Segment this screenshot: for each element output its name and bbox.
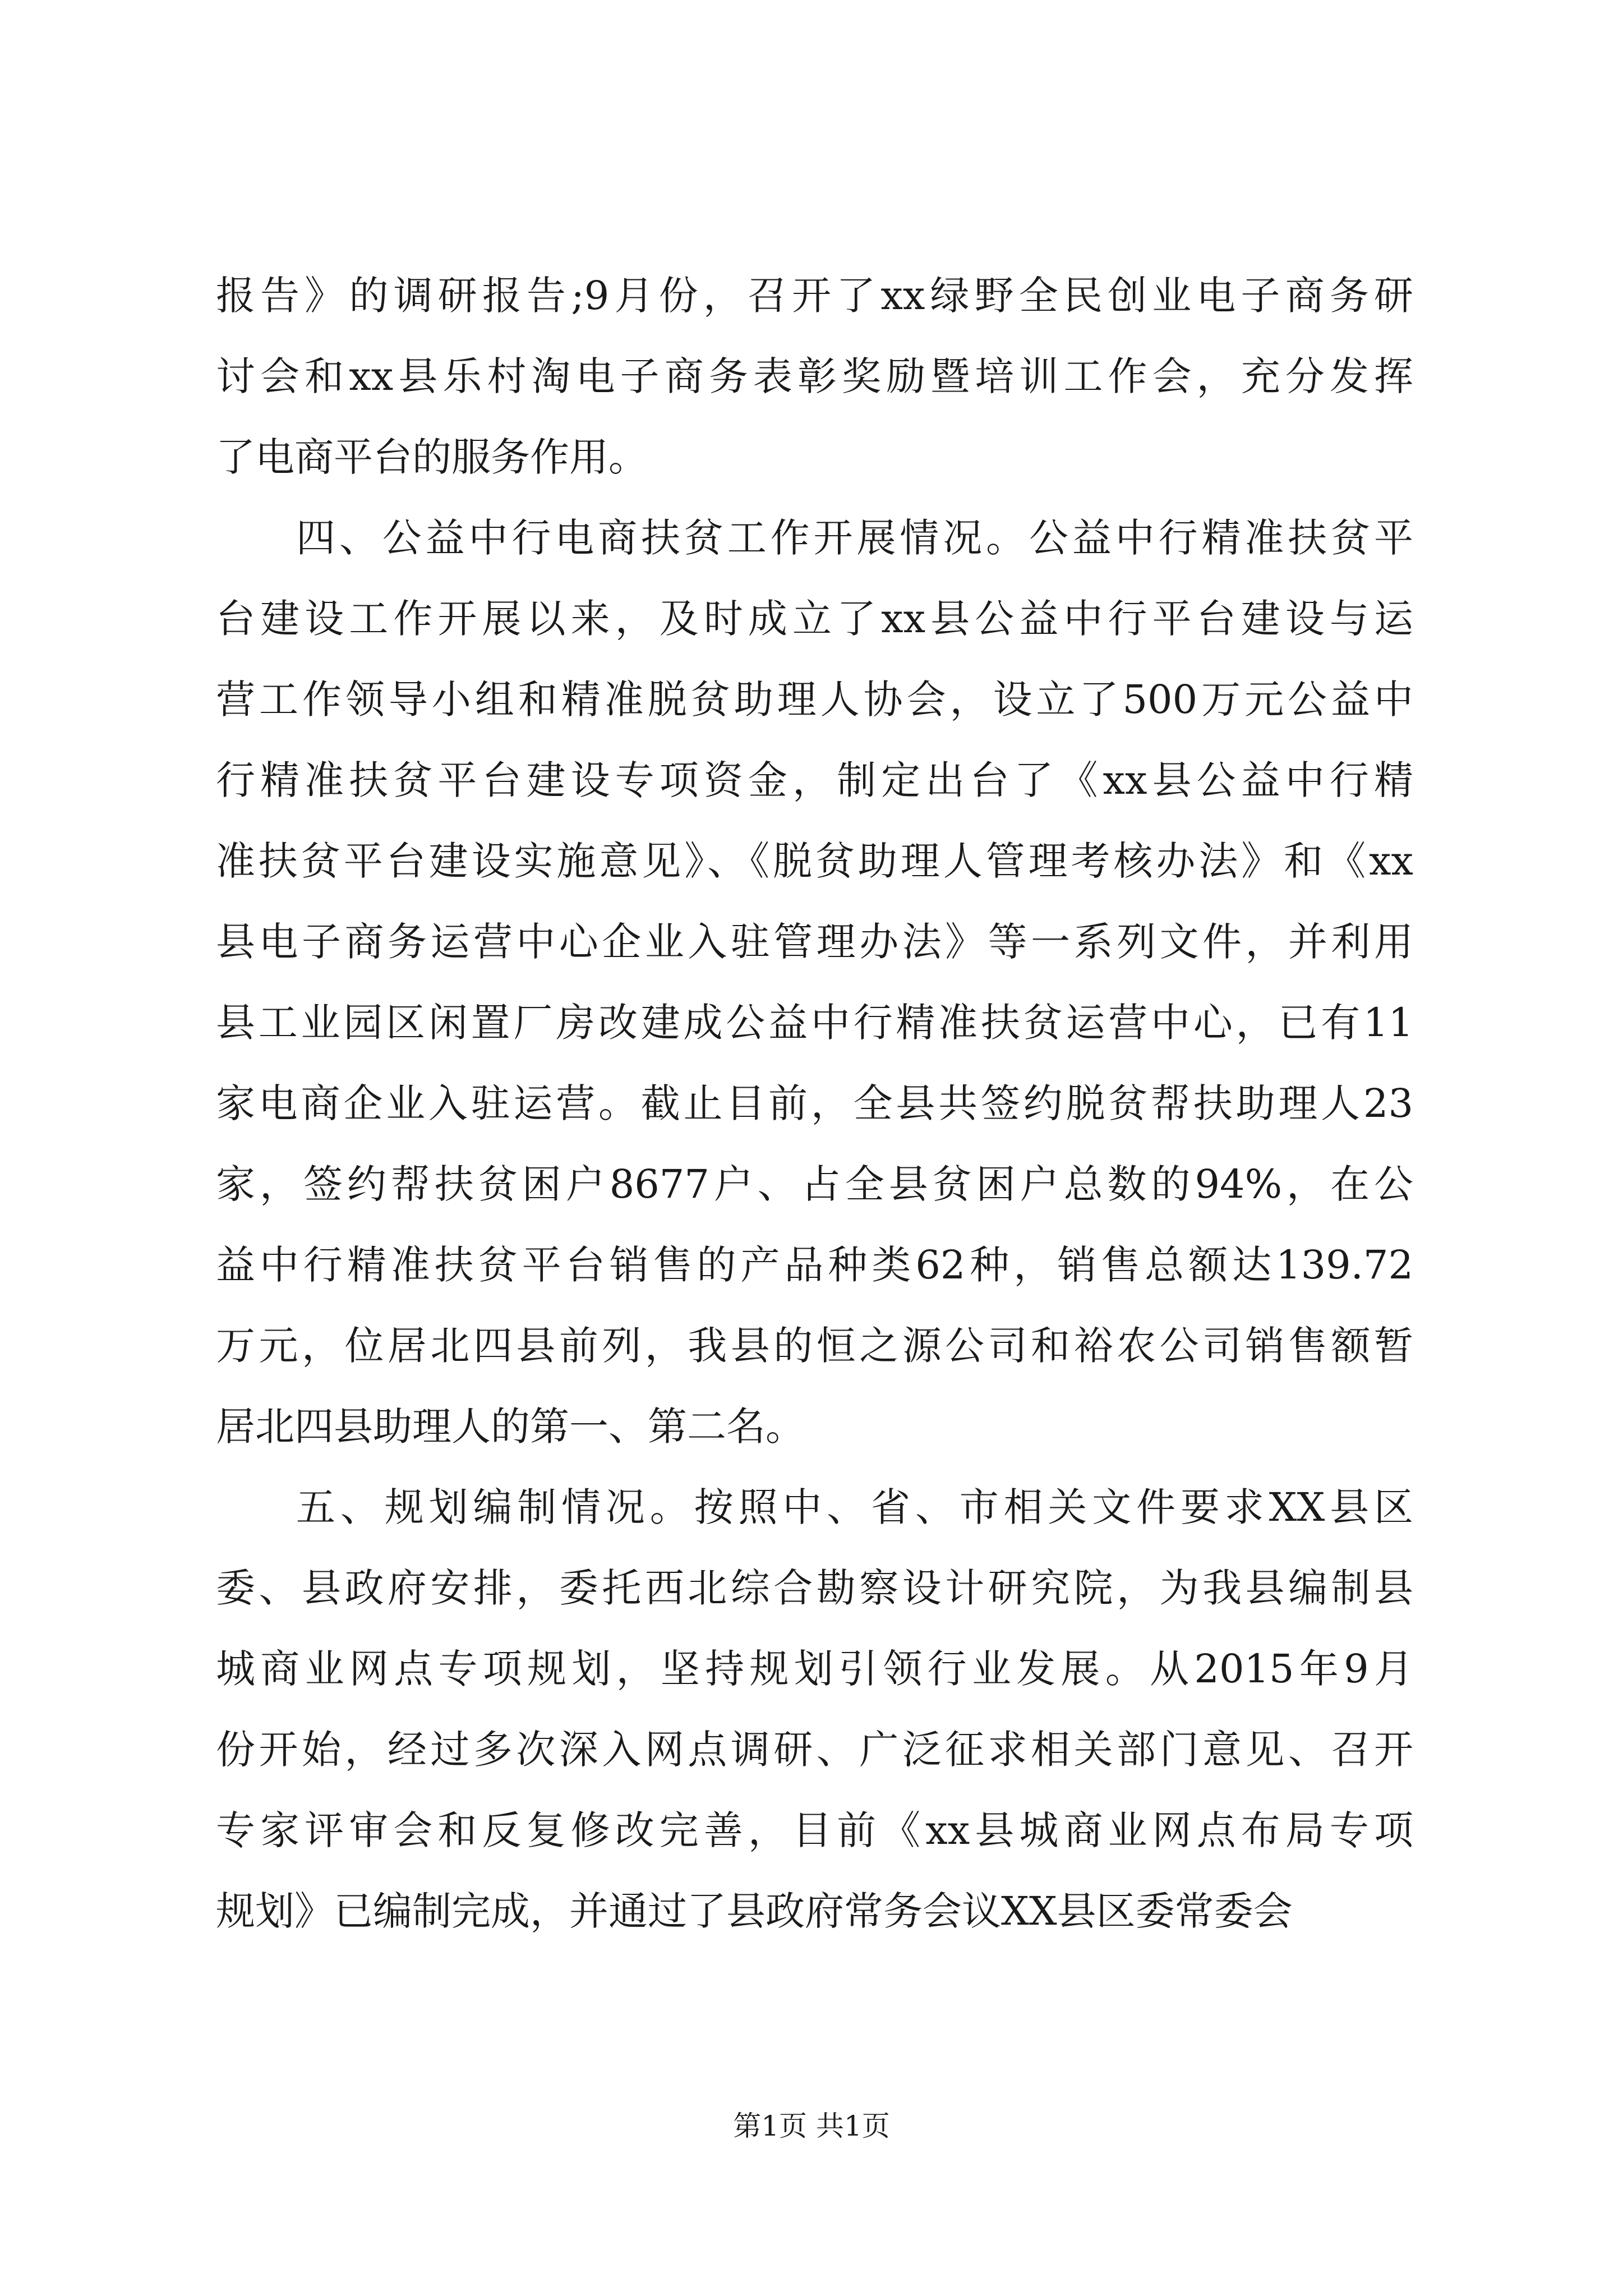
text-line: 委、县政府安排，委托西北综合勘察设计研究院，为我县编制县 (216, 1565, 1413, 1611)
text-line: 份开始，经过多次深入网点调研、广泛征求相关部门意见、召开 (216, 1727, 1413, 1773)
paragraph (216, 255, 1413, 498)
text-line: 了电商平台的服务作用。 (216, 434, 648, 480)
document-body (216, 255, 1413, 1952)
text-line: 万元，位居北四县前列，我县的恒之源公司和裕农公司销售额暂 (216, 1323, 1413, 1369)
text-line: 营工作领导小组和精准脱贫助理人协会，设立了500万元公益中 (216, 677, 1413, 723)
text-line: 益中行精准扶贫平台销售的产品种类62种，销售总额达139.72 (216, 1242, 1413, 1288)
text-line: 县工业园区闲置厂房改建成公益中行精准扶贫运营中心，已有11 (216, 1000, 1413, 1046)
page-footer: 第1页 共1页 (733, 2110, 890, 2142)
text-line: 准扶贫平台建设实施意见》、《脱贫助理人管理考核办法》和《xx (216, 838, 1413, 884)
paragraph (216, 498, 1413, 1467)
text-line: 行精准扶贫平台建设专项资金，制定出台了《xx县公益中行精 (216, 757, 1413, 803)
text-line: 四、公益中行电商扶贫工作开展情况。公益中行精准扶贫平 (296, 515, 1413, 561)
text-line: 家电商企业入驻运营。截止目前，全县共签约脱贫帮扶助理人23 (216, 1080, 1413, 1126)
text-line: 县电子商务运营中心企业入驻管理办法》等一系列文件，并利用 (216, 919, 1413, 965)
text-line: 五、规划编制情况。按照中、省、市相关文件要求XX县区 (296, 1484, 1413, 1530)
text-line: 家，签约帮扶贫困户8677户、占全县贫困户总数的94%，在公 (216, 1161, 1413, 1207)
text-line: 报告》的调研报告;9月份，召开了xx绿野全民创业电子商务研 (216, 273, 1413, 319)
text-line: 规划》已编制完成，并通过了县政府常务会议XX县区委常委会 (216, 1888, 1293, 1934)
text-line: 城商业网点专项规划，坚持规划引领行业发展。从2015年9月 (216, 1646, 1413, 1692)
text-line: 讨会和xx县乐村淘电子商务表彰奖励暨培训工作会，充分发挥 (216, 353, 1413, 399)
paragraph (216, 1467, 1413, 1952)
text-line: 专家评审会和反复修改完善，目前《xx县城商业网点布局专项 (216, 1807, 1413, 1853)
text-line: 台建设工作开展以来，及时成立了xx县公益中行平台建设与运 (216, 596, 1413, 642)
text-line: 居北四县助理人的第一、第二名。 (216, 1404, 805, 1450)
